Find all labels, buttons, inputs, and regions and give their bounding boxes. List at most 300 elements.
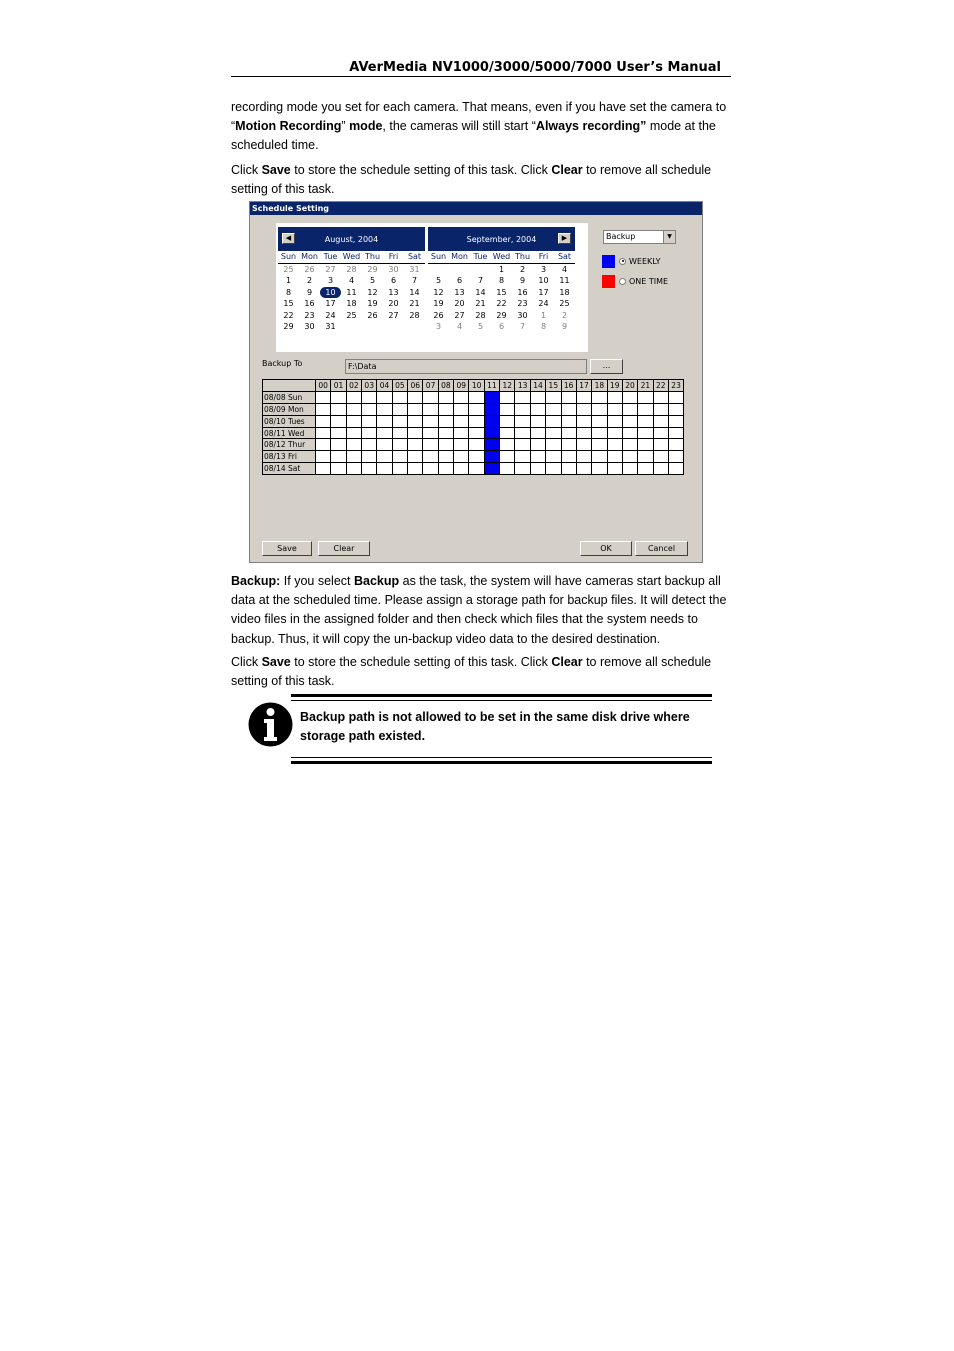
schedule-cell[interactable] <box>592 451 607 463</box>
calendar-day[interactable]: 1 <box>540 310 547 320</box>
schedule-cell[interactable] <box>668 415 683 427</box>
schedule-cell[interactable] <box>484 403 499 415</box>
schedule-cell[interactable] <box>469 451 484 463</box>
hour-header: 00 <box>316 380 331 392</box>
schedule-cell[interactable] <box>622 427 637 439</box>
schedule-cell[interactable] <box>408 391 423 403</box>
schedule-cell[interactable] <box>607 391 622 403</box>
calendar-day[interactable]: 12 <box>367 287 378 297</box>
calendar-day[interactable]: 8 <box>285 287 292 297</box>
schedule-cell[interactable] <box>484 451 499 463</box>
schedule-cell[interactable] <box>638 463 653 475</box>
schedule-cell[interactable] <box>316 391 331 403</box>
schedule-cell[interactable] <box>377 463 392 475</box>
schedule-cell[interactable] <box>454 427 469 439</box>
calendar-day[interactable]: 11 <box>559 276 570 285</box>
calendar-day[interactable]: 28 <box>409 310 420 320</box>
calendar-day[interactable]: 24 <box>325 310 336 320</box>
schedule-cell[interactable] <box>530 463 545 475</box>
paragraph-recording-mode <box>231 98 731 156</box>
calendar-day[interactable]: 2 <box>519 264 526 274</box>
schedule-cell[interactable] <box>668 391 683 403</box>
schedule-cell[interactable] <box>484 415 499 427</box>
schedule-cell[interactable] <box>423 403 438 415</box>
schedule-cell[interactable] <box>592 415 607 427</box>
schedule-cell[interactable] <box>530 415 545 427</box>
schedule-cell[interactable] <box>653 451 668 463</box>
hour-header: 19 <box>607 380 622 392</box>
calendar-day[interactable]: 5 <box>369 276 376 285</box>
schedule-cell[interactable] <box>500 439 515 451</box>
schedule-cell[interactable] <box>392 439 407 451</box>
schedule-cell[interactable] <box>454 415 469 427</box>
schedule-cell[interactable] <box>653 463 668 475</box>
day-of-week-label: Wed <box>341 251 362 264</box>
schedule-cell[interactable] <box>377 391 392 403</box>
hour-header: 01 <box>331 380 346 392</box>
schedule-cell[interactable] <box>561 403 576 415</box>
text: as the task, the system will have cameras start backup all data at the scheduled time. Please assign a storage path for backup files. It will detect the video files in the assigned folder and then check which files that the system needs to backup. Thus, it will copy the un-backup video data to the desired destination. <box>231 574 727 646</box>
schedule-cell[interactable] <box>438 439 453 451</box>
browse-button[interactable]: ... <box>590 359 623 374</box>
calendar-day[interactable]: 26 <box>433 310 444 320</box>
calendar-day[interactable]: 6 <box>456 276 463 285</box>
schedule-cell[interactable] <box>607 451 622 463</box>
schedule-cell[interactable] <box>622 463 637 475</box>
calendar-day[interactable]: 9 <box>561 322 568 331</box>
weekly-radio[interactable] <box>619 258 626 265</box>
calendar-day[interactable]: 31 <box>409 264 420 274</box>
calendar-day[interactable]: 19 <box>433 299 444 308</box>
hour-header: 23 <box>668 380 683 392</box>
schedule-cell[interactable] <box>592 463 607 475</box>
calendar-day[interactable]: 18 <box>346 299 357 308</box>
schedule-cell[interactable] <box>546 391 561 403</box>
schedule-cell[interactable] <box>438 415 453 427</box>
day-of-week-label: Thu <box>512 251 533 264</box>
schedule-cell[interactable] <box>515 463 530 475</box>
calendar-day <box>449 264 470 276</box>
day-of-week-label: Sat <box>554 251 575 264</box>
schedule-cell[interactable] <box>668 439 683 451</box>
calendar-day[interactable]: 2 <box>306 276 313 285</box>
schedule-cell[interactable] <box>408 403 423 415</box>
schedule-cell[interactable] <box>515 391 530 403</box>
hour-header: 15 <box>546 380 561 392</box>
schedule-cell[interactable] <box>546 439 561 451</box>
calendar-day[interactable]: 16 <box>517 287 528 297</box>
schedule-cell[interactable] <box>530 451 545 463</box>
calendar-day[interactable]: 6 <box>498 322 505 331</box>
hour-header: 08 <box>438 380 453 392</box>
calendar-day[interactable]: 29 <box>283 322 294 331</box>
calendar-day[interactable]: 25 <box>559 299 570 308</box>
hour-header: 02 <box>346 380 361 392</box>
calendar-day[interactable]: 7 <box>519 322 526 331</box>
note-top-rule <box>291 694 712 701</box>
schedule-cell[interactable] <box>469 403 484 415</box>
schedule-cell[interactable] <box>607 415 622 427</box>
schedule-cell[interactable] <box>469 439 484 451</box>
save-button[interactable]: Save <box>262 541 312 556</box>
calendar-day[interactable]: 14 <box>409 287 420 297</box>
schedule-cell[interactable] <box>546 415 561 427</box>
calendar-day[interactable]: 7 <box>477 276 484 285</box>
schedule-cell[interactable] <box>592 439 607 451</box>
schedule-cell[interactable] <box>438 427 453 439</box>
schedule-cell[interactable] <box>653 391 668 403</box>
schedule-cell[interactable] <box>638 391 653 403</box>
day-label: 08/11 Wed <box>263 427 316 439</box>
calendar-day[interactable]: 15 <box>496 287 507 297</box>
schedule-cell[interactable] <box>392 391 407 403</box>
schedule-cell[interactable] <box>592 427 607 439</box>
schedule-setting-dialog <box>249 201 703 563</box>
schedule-cell[interactable] <box>331 463 346 475</box>
schedule-cell[interactable] <box>377 451 392 463</box>
schedule-cell[interactable] <box>377 403 392 415</box>
schedule-cell[interactable] <box>607 427 622 439</box>
next-month-button[interactable]: ▶ <box>558 233 571 244</box>
schedule-cell[interactable] <box>346 403 361 415</box>
month-label: September, 2004 <box>466 234 537 244</box>
day-of-week-label: Wed <box>491 251 512 264</box>
calendar-day[interactable]: 29 <box>367 264 378 274</box>
schedule-cell[interactable] <box>500 463 515 475</box>
schedule-cell[interactable] <box>346 391 361 403</box>
calendar-day[interactable]: 30 <box>304 322 315 331</box>
calendar-day[interactable]: 28 <box>475 310 486 320</box>
schedule-cell[interactable] <box>408 439 423 451</box>
schedule-cell[interactable] <box>546 451 561 463</box>
calendar-day[interactable]: 27 <box>454 310 465 320</box>
calendar-day[interactable]: 23 <box>517 299 528 308</box>
schedule-cell[interactable] <box>622 415 637 427</box>
schedule-cell[interactable] <box>500 391 515 403</box>
calendar-day[interactable]: 1 <box>498 264 505 274</box>
calendar-header <box>278 227 425 251</box>
calendar-day[interactable]: 2 <box>561 310 568 320</box>
backup-to-label: Backup To <box>262 359 303 368</box>
calendar-day[interactable]: 7 <box>411 276 418 285</box>
schedule-cell[interactable] <box>576 391 591 403</box>
schedule-cell[interactable] <box>515 415 530 427</box>
schedule-cell[interactable] <box>316 403 331 415</box>
schedule-cell[interactable] <box>392 451 407 463</box>
schedule-cell[interactable] <box>561 463 576 475</box>
calendar-day[interactable]: 10 <box>320 287 341 299</box>
schedule-cell[interactable] <box>423 451 438 463</box>
schedule-cell[interactable] <box>607 439 622 451</box>
schedule-cell[interactable] <box>668 403 683 415</box>
schedule-cell[interactable] <box>346 463 361 475</box>
schedule-cell[interactable] <box>653 415 668 427</box>
calendar-day[interactable]: 9 <box>306 287 313 297</box>
calendar-day[interactable]: 14 <box>475 287 486 297</box>
calendar-day[interactable]: 26 <box>367 310 378 320</box>
calendar-day[interactable]: 17 <box>325 299 336 308</box>
schedule-cell[interactable] <box>668 463 683 475</box>
schedule-cell[interactable] <box>638 451 653 463</box>
schedule-cell[interactable] <box>469 427 484 439</box>
text: to store the schedule setting of this task. Click <box>290 655 552 669</box>
ok-button[interactable]: OK <box>580 541 632 556</box>
text: recording mode you set for each camera. That means, even if you have set the camera to “ <box>231 100 727 134</box>
legend-weekly[interactable] <box>602 254 702 268</box>
one-time-radio[interactable] <box>619 278 626 285</box>
schedule-cell[interactable] <box>454 403 469 415</box>
legend-one-time[interactable] <box>602 274 702 288</box>
schedule-cell[interactable] <box>622 403 637 415</box>
schedule-cell[interactable] <box>316 427 331 439</box>
schedule-cell[interactable] <box>362 415 377 427</box>
backup-path-input[interactable]: F:\Data <box>345 359 587 374</box>
calendar-day[interactable]: 13 <box>454 287 465 297</box>
calendar-day[interactable]: 23 <box>304 310 315 320</box>
schedule-cell[interactable] <box>653 439 668 451</box>
schedule-cell[interactable] <box>607 403 622 415</box>
schedule-cell[interactable] <box>530 439 545 451</box>
calendar-day[interactable]: 27 <box>325 264 336 274</box>
prev-month-button[interactable]: ◀ <box>282 233 295 244</box>
calendar-day[interactable]: 31 <box>325 322 336 331</box>
schedule-cell[interactable] <box>638 403 653 415</box>
schedule-cell[interactable] <box>362 391 377 403</box>
schedule-cell[interactable] <box>362 403 377 415</box>
bold-text: Clear <box>551 163 583 177</box>
hour-header: 09 <box>454 380 469 392</box>
schedule-cell[interactable] <box>392 463 407 475</box>
schedule-cell[interactable] <box>484 391 499 403</box>
calendar-day[interactable]: 4 <box>348 276 355 285</box>
calendar-day[interactable]: 25 <box>283 264 294 274</box>
day-of-week-label: Mon <box>449 251 470 264</box>
schedule-cell[interactable] <box>576 427 591 439</box>
calendar-day[interactable]: 1 <box>285 276 292 285</box>
day-of-week-label: Sun <box>278 251 299 264</box>
schedule-cell[interactable] <box>423 439 438 451</box>
hour-header: 21 <box>638 380 653 392</box>
calendar-day[interactable]: 21 <box>475 299 486 308</box>
day-of-week-label: Thu <box>362 251 383 264</box>
text: , the cameras will still start “ <box>382 119 536 134</box>
schedule-cell[interactable] <box>331 427 346 439</box>
schedule-cell[interactable] <box>362 463 377 475</box>
schedule-cell[interactable] <box>346 451 361 463</box>
calendar-day[interactable]: 20 <box>454 299 465 308</box>
schedule-cell[interactable] <box>438 463 453 475</box>
calendar-day[interactable]: 27 <box>388 310 399 320</box>
one-time-label: ONE TIME <box>629 276 669 286</box>
clear-button[interactable]: Clear <box>318 541 370 556</box>
schedule-cell[interactable] <box>362 451 377 463</box>
calendar-day[interactable]: 22 <box>283 310 294 320</box>
schedule-cell[interactable] <box>331 403 346 415</box>
schedule-cell[interactable] <box>653 427 668 439</box>
schedule-cell[interactable] <box>576 415 591 427</box>
schedule-cell[interactable] <box>638 439 653 451</box>
hour-header: 13 <box>515 380 530 392</box>
schedule-cell[interactable] <box>346 439 361 451</box>
calendar-grid <box>278 251 425 333</box>
schedule-cell[interactable] <box>423 391 438 403</box>
schedule-grid <box>262 379 684 475</box>
calendar-day[interactable]: 3 <box>327 276 334 285</box>
chevron-down-icon: ▼ <box>663 231 675 243</box>
schedule-cell[interactable] <box>546 463 561 475</box>
schedule-row <box>263 439 684 451</box>
schedule-cell[interactable] <box>530 427 545 439</box>
schedule-cell[interactable] <box>423 463 438 475</box>
schedule-cell[interactable] <box>377 427 392 439</box>
schedule-cell[interactable] <box>392 427 407 439</box>
schedule-cell[interactable] <box>500 415 515 427</box>
schedule-cell[interactable] <box>515 403 530 415</box>
schedule-cell[interactable] <box>500 403 515 415</box>
calendar-day[interactable]: 22 <box>496 299 507 308</box>
schedule-cell[interactable] <box>561 451 576 463</box>
calendar-day[interactable]: 20 <box>388 299 399 308</box>
calendar-day[interactable]: 25 <box>346 310 357 320</box>
schedule-cell[interactable] <box>638 427 653 439</box>
calendar-day[interactable]: 4 <box>561 264 568 274</box>
schedule-cell[interactable] <box>607 463 622 475</box>
schedule-cell[interactable] <box>638 415 653 427</box>
calendar-day[interactable]: 15 <box>283 299 294 308</box>
calendar-header <box>428 227 575 251</box>
task-select[interactable] <box>603 230 676 244</box>
schedule-cell[interactable] <box>454 463 469 475</box>
calendar-day[interactable]: 8 <box>498 276 505 285</box>
schedule-cell[interactable] <box>561 427 576 439</box>
calendar-day[interactable]: 5 <box>435 276 442 285</box>
schedule-cell[interactable] <box>546 427 561 439</box>
calendar-day[interactable]: 9 <box>519 276 526 285</box>
schedule-cell[interactable] <box>484 439 499 451</box>
schedule-cell[interactable] <box>331 451 346 463</box>
schedule-cell[interactable] <box>622 391 637 403</box>
schedule-cell[interactable] <box>316 463 331 475</box>
calendar-day[interactable]: 21 <box>409 299 420 308</box>
calendar-day <box>428 264 449 276</box>
calendar-day[interactable]: 8 <box>540 322 547 331</box>
hour-header: 22 <box>653 380 668 392</box>
calendar-day[interactable]: 28 <box>346 264 357 274</box>
schedule-cell[interactable] <box>331 391 346 403</box>
schedule-cell[interactable] <box>316 451 331 463</box>
note-text: Backup path is not allowed to be set in the same disk drive where storage path existed. <box>300 710 690 744</box>
schedule-cell[interactable] <box>423 427 438 439</box>
schedule-cell[interactable] <box>392 415 407 427</box>
schedule-cell[interactable] <box>484 427 499 439</box>
schedule-cell[interactable] <box>408 427 423 439</box>
calendar-day[interactable]: 16 <box>304 299 315 308</box>
calendar-day[interactable]: 17 <box>538 287 549 297</box>
schedule-cell[interactable] <box>546 403 561 415</box>
schedule-cell[interactable] <box>392 403 407 415</box>
calendar-day[interactable]: 26 <box>304 264 315 274</box>
schedule-cell[interactable] <box>515 427 530 439</box>
schedule-cell[interactable] <box>346 415 361 427</box>
cancel-button[interactable]: Cancel <box>635 541 688 556</box>
schedule-cell[interactable] <box>561 391 576 403</box>
calendar-day[interactable]: 30 <box>517 310 528 320</box>
calendar-day[interactable]: 3 <box>435 322 442 331</box>
calendar-day[interactable]: 10 <box>538 276 549 285</box>
schedule-cell[interactable] <box>438 451 453 463</box>
schedule-cell[interactable] <box>500 427 515 439</box>
schedule-cell[interactable] <box>316 415 331 427</box>
schedule-cell[interactable] <box>331 415 346 427</box>
calendar-day[interactable]: 12 <box>433 287 444 297</box>
schedule-cell[interactable] <box>576 403 591 415</box>
schedule-cell[interactable] <box>346 427 361 439</box>
schedule-cell[interactable] <box>469 415 484 427</box>
schedule-cell[interactable] <box>423 415 438 427</box>
calendar-day[interactable]: 11 <box>346 287 357 297</box>
schedule-cell[interactable] <box>530 403 545 415</box>
schedule-cell[interactable] <box>484 463 499 475</box>
text: mode at the scheduled time. <box>231 119 716 153</box>
schedule-cell[interactable] <box>561 439 576 451</box>
schedule-cell[interactable] <box>331 439 346 451</box>
schedule-cell[interactable] <box>515 439 530 451</box>
calendar-day[interactable]: 6 <box>390 276 397 285</box>
schedule-cell[interactable] <box>592 391 607 403</box>
schedule-cell[interactable] <box>530 391 545 403</box>
schedule-cell[interactable] <box>469 391 484 403</box>
calendar-day[interactable]: 19 <box>367 299 378 308</box>
calendar-day[interactable]: 18 <box>559 287 570 297</box>
schedule-cell[interactable] <box>316 439 331 451</box>
schedule-cell[interactable] <box>377 415 392 427</box>
schedule-cell[interactable] <box>408 415 423 427</box>
schedule-cell[interactable] <box>576 463 591 475</box>
calendar-day[interactable]: 3 <box>540 264 547 274</box>
schedule-cell[interactable] <box>454 439 469 451</box>
schedule-cell[interactable] <box>454 451 469 463</box>
schedule-cell[interactable] <box>653 403 668 415</box>
schedule-cell[interactable] <box>515 451 530 463</box>
calendar-day[interactable]: 13 <box>388 287 399 297</box>
schedule-cell[interactable] <box>668 451 683 463</box>
schedule-cell[interactable] <box>592 403 607 415</box>
schedule-cell[interactable] <box>561 415 576 427</box>
hour-header: 05 <box>392 380 407 392</box>
hour-header: 03 <box>362 380 377 392</box>
calendar-day[interactable]: 24 <box>538 299 549 308</box>
schedule-cell[interactable] <box>438 403 453 415</box>
schedule-cell[interactable] <box>622 451 637 463</box>
schedule-cell[interactable] <box>438 391 453 403</box>
schedule-cell[interactable] <box>362 439 377 451</box>
schedule-cell[interactable] <box>469 463 484 475</box>
calendar-day[interactable]: 4 <box>456 322 463 331</box>
schedule-cell[interactable] <box>362 427 377 439</box>
calendar-day[interactable]: 30 <box>388 264 399 274</box>
schedule-cell[interactable] <box>668 427 683 439</box>
schedule-cell[interactable] <box>377 439 392 451</box>
calendar-day[interactable]: 29 <box>496 310 507 320</box>
schedule-cell[interactable] <box>408 463 423 475</box>
schedule-cell[interactable] <box>576 451 591 463</box>
calendar-day[interactable]: 5 <box>477 322 484 331</box>
schedule-cell[interactable] <box>500 451 515 463</box>
schedule-cell[interactable] <box>576 439 591 451</box>
schedule-cell[interactable] <box>454 391 469 403</box>
schedule-cell[interactable] <box>408 451 423 463</box>
schedule-cell[interactable] <box>622 439 637 451</box>
